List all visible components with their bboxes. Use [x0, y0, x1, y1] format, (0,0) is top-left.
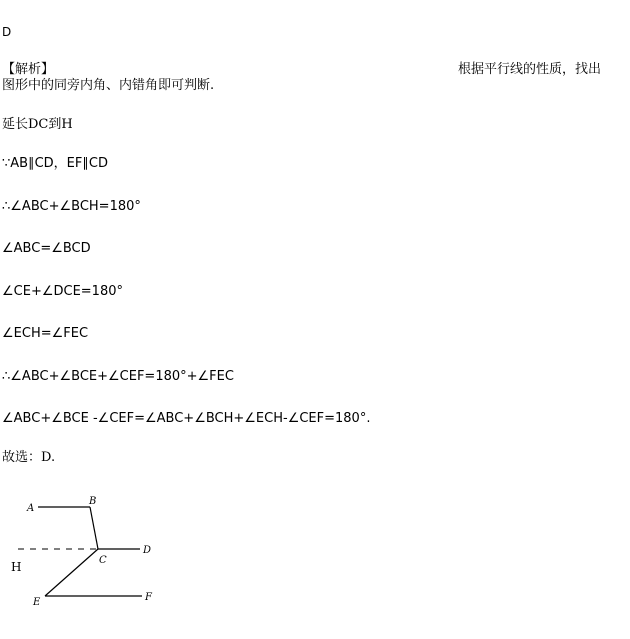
segment-ce	[45, 549, 98, 596]
solution-step: ∠ABC=∠BCD	[2, 241, 91, 256]
solution-step: ∠CE+∠DCE=180°	[2, 284, 123, 299]
solution-step: ∴∠ABC+∠BCH=180°	[2, 199, 141, 214]
analysis-tag: 【解析】	[2, 62, 55, 77]
point-label-f: F	[145, 592, 152, 603]
solution-step: 延长DC到H	[2, 117, 73, 132]
geometry-figure	[0, 485, 200, 620]
solution-step: ∴∠ABC+∠BCE+∠CEF=180°+∠FEC	[2, 369, 234, 384]
segment-bc	[90, 507, 98, 549]
solution-step: ∠ABC+∠BCE -∠CEF=∠ABC+∠BCH+∠ECH-∠CEF=180°.	[2, 411, 371, 426]
answer-text: D	[2, 25, 12, 39]
conclusion-text: 故选：D.	[2, 450, 56, 465]
analysis-text-cont: 图形中的同旁内角、内错角即可判断.	[2, 78, 215, 93]
analysis-text-right: 根据平行线的性质，找出	[458, 62, 602, 77]
point-label-c: C	[99, 555, 107, 566]
point-label-b: B	[89, 496, 97, 507]
point-label-d: D	[143, 545, 152, 556]
solution-step: ∠ECH=∠FEC	[2, 326, 89, 341]
point-label-a: A	[27, 503, 35, 514]
point-label-e: E	[33, 597, 41, 608]
solution-step: ∵AB∥CD，EF∥CD	[2, 156, 108, 171]
point-label-h: H	[11, 560, 22, 574]
